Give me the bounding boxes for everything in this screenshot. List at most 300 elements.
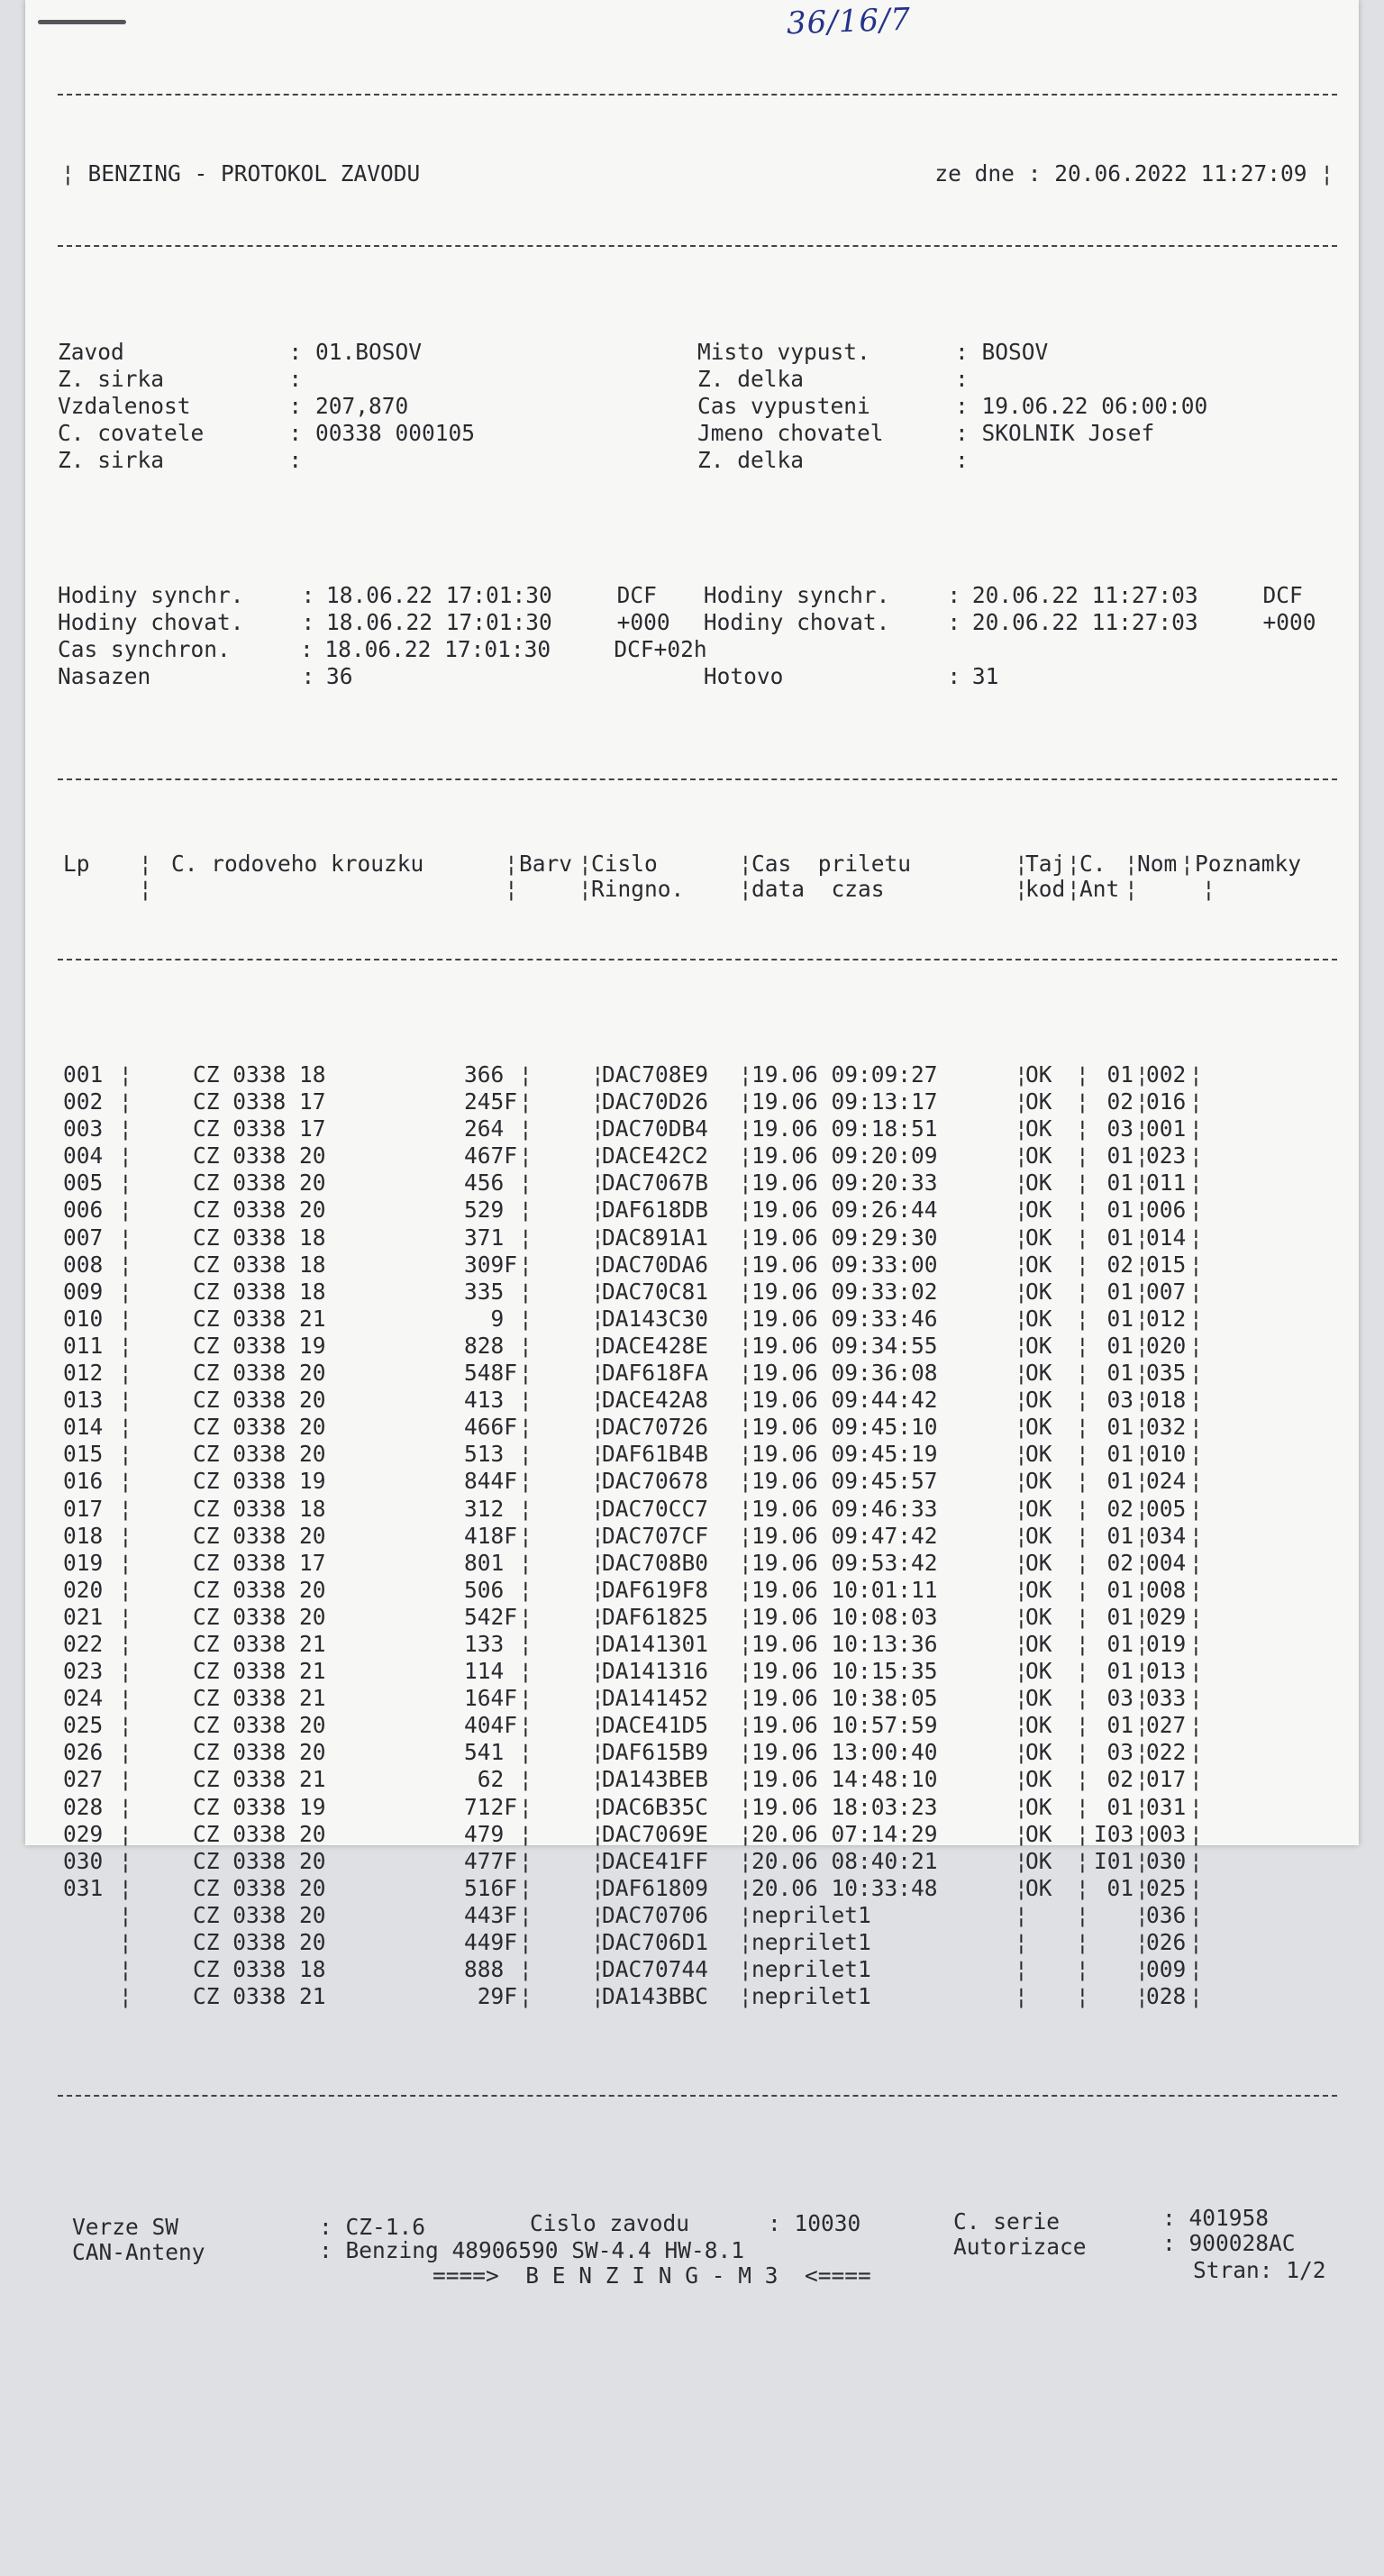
footer-verze-value: : CZ-1.6 — [319, 2214, 426, 2241]
sync-value: 18.06.22 17:01:30 — [325, 609, 552, 635]
separator: ¦ — [1015, 1115, 1028, 1142]
separator: ¦ — [1076, 1142, 1089, 1170]
cell-lp: 010 — [63, 1305, 104, 1332]
cell-taj-kod: OK — [1025, 1332, 1052, 1359]
separator: ¦ — [119, 1387, 132, 1414]
cell-ring: CZ 0338 21 — [193, 1766, 326, 1793]
colon: : — [300, 636, 314, 662]
table-row — [58, 1088, 1337, 1115]
cell-ringno: DAF618DB — [602, 1197, 709, 1224]
table-row — [58, 1550, 1337, 1577]
separator: ¦ — [519, 1630, 533, 1657]
sync-label: Hodiny chovat. — [703, 609, 890, 635]
separator: ¦ — [1189, 1197, 1203, 1224]
info-row — [58, 339, 1337, 366]
cell-antenna: 01 — [1106, 1360, 1134, 1387]
separator: ¦ — [519, 1332, 533, 1359]
cell-arrival: 19.06 10:15:35 — [751, 1658, 938, 1685]
separator: ¦ — [1015, 1658, 1028, 1685]
cell-antenna: 02 — [1106, 1766, 1134, 1793]
separator: ¦ — [1076, 1495, 1089, 1522]
separator: ¦ — [1076, 1278, 1089, 1305]
cell-ring: CZ 0338 18 — [193, 1278, 326, 1305]
separator: ¦ — [519, 1603, 533, 1630]
separator: ¦ — [739, 1576, 752, 1603]
colon: : — [288, 339, 303, 365]
sync-label: Cas synchron. — [58, 636, 244, 662]
table-row — [58, 1414, 1337, 1441]
footer-serie-value: : 401958 — [1162, 2205, 1270, 2232]
cell-nom: 032 — [1146, 1414, 1187, 1441]
table-header: Lp ¦ ¦ C. rodoveho krouzku ¦ ¦ Barv ¦ ¦ Cislo Ringno. ¦ ¦ Cas priletu data czas ¦ ¦ Taj kod ¦ ¦ C. Ant ¦ ¦ Nom ¦ ¦ Poznamky — [63, 851, 1302, 902]
cell-taj-kod: OK — [1025, 1658, 1052, 1685]
separator: ¦ — [739, 1387, 752, 1414]
cell-arrival: neprilet1 — [751, 1929, 871, 1955]
separator: ¦ — [1015, 1793, 1028, 1820]
cell-ring-number: 844F — [463, 1468, 517, 1495]
separator: ¦ — [119, 1142, 132, 1170]
separator: ¦ — [1135, 1793, 1149, 1820]
cell-ring-number: 513 — [463, 1441, 517, 1468]
info-value: 207,870 — [314, 393, 409, 419]
separator: ¦ — [1189, 1658, 1203, 1685]
separator: ¦ — [1015, 1170, 1028, 1197]
separator: ¦ — [119, 1468, 132, 1495]
separator: ¦ — [739, 1983, 752, 2010]
separator: ¦ — [119, 1414, 132, 1441]
separator: ¦ — [1076, 1901, 1089, 1928]
separator: ¦ — [591, 1170, 605, 1197]
separator: ¦ — [739, 1142, 752, 1170]
sync-value: 31 — [971, 663, 999, 689]
colon: : — [301, 609, 315, 635]
separator: ¦ — [739, 1766, 752, 1793]
cell-nom: 011 — [1146, 1170, 1187, 1197]
separator: ¦ — [739, 1685, 752, 1712]
cell-taj-kod: OK — [1025, 1874, 1052, 1901]
cell-ring: CZ 0338 20 — [193, 1441, 326, 1468]
separator: ¦ — [1135, 1115, 1149, 1142]
separator: ¦ — [1135, 1956, 1149, 1983]
cell-ring-number: 449F — [463, 1929, 517, 1955]
separator: ¦ — [1189, 1739, 1203, 1766]
cell-taj-kod: OK — [1025, 1224, 1052, 1251]
separator: ¦ — [1189, 1847, 1203, 1874]
separator: ¦ — [519, 1847, 533, 1874]
cell-antenna: 01 — [1106, 1441, 1134, 1468]
separator: ¦ — [739, 1251, 752, 1278]
printout-paper — [25, 0, 1359, 2289]
separator: ¦ — [519, 1766, 533, 1793]
cell-lp: 001 — [63, 1061, 104, 1088]
separator: ¦ — [519, 1468, 533, 1495]
cell-lp: 017 — [63, 1495, 104, 1522]
cell-antenna: 01 — [1106, 1576, 1134, 1603]
separator: ¦ — [591, 1901, 605, 1928]
cell-ringno: DACE42A8 — [602, 1387, 709, 1414]
separator: ¦ — [1189, 1630, 1203, 1657]
separator: ¦ — [739, 1929, 752, 1955]
separator: ¦ — [1189, 1576, 1203, 1603]
separator: ¦ — [519, 1874, 533, 1901]
cell-ring-number: 466F — [463, 1414, 517, 1441]
colon: : — [947, 663, 961, 689]
info-value — [982, 447, 1337, 474]
separator: ¦ — [1076, 1305, 1089, 1332]
cell-arrival: 19.06 09:34:55 — [751, 1332, 938, 1359]
cell-taj-kod: OK — [1025, 1712, 1052, 1739]
colon — [950, 636, 974, 663]
info-label: Z. delka — [697, 366, 805, 392]
cell-arrival: 19.06 10:38:05 — [751, 1685, 938, 1712]
footer-autor-value: : 900028AC — [1162, 2230, 1296, 2257]
cell-lp: 002 — [63, 1088, 104, 1115]
separator: ¦ — [1135, 1495, 1149, 1522]
separator: ¦ — [1135, 1929, 1149, 1955]
separator: ¦ — [119, 1278, 132, 1305]
cell-nom: 013 — [1146, 1658, 1187, 1685]
separator: ¦ — [591, 1278, 605, 1305]
separator: ¦ — [519, 1088, 533, 1115]
separator: ¦ — [739, 1603, 752, 1630]
table-row — [58, 1685, 1337, 1712]
sync-row — [58, 582, 1337, 609]
cell-ringno: DAC708B0 — [602, 1549, 709, 1576]
divider — [58, 2095, 1337, 2097]
cell-lp: 026 — [63, 1739, 104, 1766]
cell-taj-kod: OK — [1025, 1115, 1052, 1142]
cell-taj-kod: OK — [1025, 1766, 1052, 1793]
cell-lp: 006 — [63, 1197, 104, 1224]
separator: ¦ — [1189, 1061, 1203, 1088]
separator: ¦ — [1135, 1251, 1149, 1278]
cell-ringno: DAF615B9 — [602, 1739, 709, 1766]
cell-arrival: 19.06 09:20:09 — [751, 1142, 938, 1170]
separator: ¦ — [1135, 1766, 1149, 1793]
footer-autor-label: Autorizace — [953, 2234, 1087, 2261]
info-value: 00338 000105 — [314, 420, 475, 446]
separator: ¦ — [519, 1983, 533, 2010]
colon: : — [954, 339, 969, 365]
sync-label: Hotovo — [703, 663, 784, 689]
table-row — [58, 1604, 1337, 1631]
separator: ¦ — [591, 1658, 605, 1685]
info-value: 01.BOSOV — [314, 339, 422, 365]
cell-ring: CZ 0338 20 — [193, 1929, 326, 1955]
cell-ring: CZ 0338 21 — [193, 1983, 326, 2010]
cell-taj-kod: OK — [1025, 1603, 1052, 1630]
separator: ¦ — [739, 1115, 752, 1142]
separator: ¦ — [1015, 1685, 1028, 1712]
cell-lp: 016 — [63, 1468, 104, 1495]
separator: ¦ — [519, 1360, 533, 1387]
separator: ¦ — [591, 1495, 605, 1522]
cell-ring-number: 443F — [463, 1901, 517, 1928]
separator: ¦ — [1135, 1522, 1149, 1549]
separator: ¦ — [1189, 1712, 1203, 1739]
cell-lp: 027 — [63, 1766, 104, 1793]
divider — [58, 959, 1337, 960]
cell-taj-kod: OK — [1025, 1387, 1052, 1414]
separator: ¦ — [519, 1901, 533, 1928]
sync-suffix: DCF — [616, 582, 657, 608]
table-row — [58, 1766, 1337, 1793]
table-row — [58, 1658, 1337, 1685]
separator: ¦ — [519, 1820, 533, 1847]
cell-arrival: 19.06 09:26:44 — [751, 1197, 938, 1224]
cell-ring: CZ 0338 20 — [193, 1712, 326, 1739]
info-label: Z. delka — [697, 447, 805, 473]
cell-ring-number: 479 — [463, 1820, 517, 1847]
separator: ¦ — [591, 1847, 605, 1874]
separator: ¦ — [119, 1712, 132, 1739]
separator: ¦ — [519, 1658, 533, 1685]
sync-value: 36 — [325, 663, 353, 689]
cell-antenna: 01 — [1106, 1793, 1134, 1820]
separator: ¦ — [1135, 1197, 1149, 1224]
cell-antenna: 01 — [1106, 1197, 1134, 1224]
separator: ¦ — [119, 1820, 132, 1847]
cell-arrival: 19.06 13:00:40 — [751, 1739, 938, 1766]
cell-ring-number: 245F — [463, 1088, 517, 1115]
separator: ¦ — [739, 1278, 752, 1305]
separator: ¦ — [119, 1332, 132, 1359]
info-value — [315, 366, 697, 393]
cell-taj-kod: OK — [1025, 1739, 1052, 1766]
separator: ¦ — [591, 1088, 605, 1115]
separator: ¦ — [1076, 1874, 1089, 1901]
separator: ¦ — [1189, 1766, 1203, 1793]
cell-nom: 025 — [1146, 1874, 1187, 1901]
cell-ring: CZ 0338 20 — [193, 1142, 326, 1170]
cell-arrival: 20.06 08:40:21 — [751, 1847, 938, 1874]
separator: ¦ — [591, 1685, 605, 1712]
sync-label: Hodiny chovat. — [58, 609, 244, 635]
separator: ¦ — [1015, 1414, 1028, 1441]
separator: ¦ — [1015, 1305, 1028, 1332]
col-kod: kod — [1025, 876, 1066, 902]
info-row — [58, 393, 1337, 420]
sync-suffix — [1263, 663, 1338, 690]
separator: ¦ — [1015, 1576, 1028, 1603]
table-row — [58, 1983, 1337, 2010]
cell-arrival: 19.06 09:18:51 — [751, 1115, 938, 1142]
cell-ring: CZ 0338 20 — [193, 1901, 326, 1928]
cell-ringno: DA141452 — [602, 1685, 709, 1712]
separator: ¦ — [739, 1332, 752, 1359]
cell-nom: 030 — [1146, 1847, 1187, 1874]
info-label: Vzdalenost — [58, 393, 191, 419]
cell-ringno: DAC707CF — [602, 1522, 709, 1549]
info-row — [58, 366, 1337, 393]
cell-nom: 022 — [1146, 1739, 1187, 1766]
cell-arrival: 19.06 09:29:30 — [751, 1224, 938, 1251]
cell-taj-kod: OK — [1025, 1197, 1052, 1224]
cell-nom: 002 — [1146, 1061, 1187, 1088]
cell-antenna: 01 — [1106, 1142, 1134, 1170]
separator: ¦ — [1135, 1088, 1149, 1115]
col-ant: Ant — [1079, 876, 1120, 902]
cell-lp: 003 — [63, 1115, 104, 1142]
separator: ¦ — [1015, 1983, 1028, 2010]
cell-lp: 020 — [63, 1576, 104, 1603]
separator: ¦ — [1189, 1305, 1203, 1332]
cell-ring-number: 114 — [463, 1658, 517, 1685]
separator: ¦ — [1135, 1658, 1149, 1685]
separator: ¦ — [1076, 1468, 1089, 1495]
cell-arrival: 19.06 09:33:00 — [751, 1251, 938, 1278]
cell-lp: 021 — [63, 1603, 104, 1630]
cell-antenna: 03 — [1106, 1115, 1134, 1142]
cell-arrival: 19.06 09:33:02 — [751, 1278, 938, 1305]
cell-taj-kod: OK — [1025, 1685, 1052, 1712]
separator: ¦ — [1076, 1441, 1089, 1468]
separator: ¦ — [1076, 1224, 1089, 1251]
table-row — [58, 1848, 1337, 1875]
cell-nom: 035 — [1146, 1360, 1187, 1387]
cell-lp: 012 — [63, 1360, 104, 1387]
separator: ¦ — [119, 1170, 132, 1197]
cell-nom: 023 — [1146, 1142, 1187, 1170]
separator: ¦ — [591, 1576, 605, 1603]
cell-lp: 009 — [63, 1278, 104, 1305]
separator: ¦ — [1015, 1360, 1028, 1387]
table-row — [58, 1360, 1337, 1387]
separator: ¦ — [119, 1197, 132, 1224]
cell-taj-kod: OK — [1025, 1630, 1052, 1657]
cell-arrival: 20.06 10:33:48 — [751, 1874, 938, 1901]
divider — [58, 245, 1337, 247]
cell-ringno: DAC70DA6 — [602, 1251, 709, 1278]
cell-nom: 028 — [1146, 1983, 1187, 2010]
cell-arrival: 20.06 07:14:29 — [751, 1820, 938, 1847]
cell-nom: 017 — [1146, 1766, 1187, 1793]
separator: ¦ — [119, 1766, 132, 1793]
sync-value: 20.06.22 11:27:03 — [971, 609, 1198, 635]
separator: ¦ — [739, 1712, 752, 1739]
separator: ¦ — [1135, 1468, 1149, 1495]
separator: ¦ — [519, 1170, 533, 1197]
separator: ¦ — [519, 1414, 533, 1441]
cell-ring: CZ 0338 18 — [193, 1224, 326, 1251]
separator: ¦ — [1015, 1197, 1028, 1224]
cell-arrival: 19.06 18:03:23 — [751, 1793, 938, 1820]
separator: ¦ — [1015, 1929, 1028, 1955]
table-row — [58, 1441, 1337, 1468]
cell-ring-number: 506 — [463, 1576, 517, 1603]
separator: ¦ — [1076, 1061, 1089, 1088]
cell-ring: CZ 0338 20 — [193, 1522, 326, 1549]
table-row — [58, 1821, 1337, 1848]
separator: ¦ — [1015, 1278, 1028, 1305]
colon: : — [947, 609, 961, 635]
separator: ¦ — [519, 1441, 533, 1468]
separator: ¦ — [591, 1522, 605, 1549]
cell-ring: CZ 0338 18 — [193, 1061, 326, 1088]
table-row — [58, 1170, 1337, 1197]
separator: ¦ — [1189, 1901, 1203, 1928]
cell-lp: 018 — [63, 1522, 104, 1549]
cell-nom: 010 — [1146, 1441, 1187, 1468]
cell-lp: 029 — [63, 1820, 104, 1847]
separator: ¦ — [1189, 1387, 1203, 1414]
separator: ¦ — [119, 1441, 132, 1468]
report-content — [58, 40, 1337, 2351]
cell-ring-number: 456 — [463, 1170, 517, 1197]
report-date: ze dne : 20.06.2022 11:27:09 ¦ — [934, 160, 1334, 187]
colon: : — [954, 447, 969, 473]
cell-ring-number: 404F — [463, 1712, 517, 1739]
cell-lp: 022 — [63, 1630, 104, 1657]
separator: ¦ — [1135, 1278, 1149, 1305]
divider — [58, 778, 1337, 780]
cell-taj-kod: OK — [1025, 1142, 1052, 1170]
separator: ¦ — [1189, 1874, 1203, 1901]
cell-ringno: DAC70CC7 — [602, 1495, 709, 1522]
separator: ¦ — [1076, 1793, 1089, 1820]
cell-nom: 020 — [1146, 1332, 1187, 1359]
cell-ring-number: 312 — [463, 1495, 517, 1522]
cell-ring-number: 541 — [463, 1739, 517, 1766]
cell-antenna: 01 — [1106, 1305, 1134, 1332]
cell-taj-kod: OK — [1025, 1251, 1052, 1278]
separator: ¦ — [1189, 1929, 1203, 1955]
separator: ¦ — [1189, 1685, 1203, 1712]
table-row — [58, 1496, 1337, 1523]
cell-ring-number: 516F — [463, 1874, 517, 1901]
cell-nom: 034 — [1146, 1522, 1187, 1549]
table-row — [58, 1929, 1337, 1956]
footer-cislo-label: Cislo zavodu — [530, 2210, 690, 2237]
separator: ¦ — [1015, 1251, 1028, 1278]
separator: ¦ — [1076, 1522, 1089, 1549]
footer-can-value: : Benzing 48906590 SW-4.4 HW-8.1 — [319, 2237, 745, 2264]
separator: ¦ — [119, 1685, 132, 1712]
cell-ring: CZ 0338 19 — [193, 1793, 326, 1820]
separator: ¦ — [739, 1956, 752, 1983]
cell-arrival: neprilet1 — [751, 1901, 871, 1928]
cell-nom: 003 — [1146, 1820, 1187, 1847]
separator: ¦ — [119, 1224, 132, 1251]
separator: ¦ — [1076, 1956, 1089, 1983]
colon: : — [288, 420, 303, 446]
separator: ¦ — [1189, 1142, 1203, 1170]
cell-antenna: 01 — [1106, 1061, 1134, 1088]
separator: ¦ — [1015, 1495, 1028, 1522]
cell-ringno: DACE428E — [602, 1332, 709, 1359]
cell-nom: 031 — [1146, 1793, 1187, 1820]
separator: ¦ — [1135, 1387, 1149, 1414]
cell-ringno: DAC70DB4 — [602, 1115, 709, 1142]
cell-nom: 015 — [1146, 1251, 1187, 1278]
col-ring: C. rodoveho krouzku — [171, 851, 424, 877]
separator: ¦ — [739, 1468, 752, 1495]
colon: : — [288, 366, 303, 392]
cell-nom: 012 — [1146, 1305, 1187, 1332]
separator: ¦ — [739, 1793, 752, 1820]
separator: ¦ — [1076, 1712, 1089, 1739]
cell-ringno: DA141316 — [602, 1658, 709, 1685]
info-label: Z. sirka — [58, 366, 165, 392]
table-row — [58, 1387, 1337, 1414]
info-value: 19.06.22 06:00:00 — [981, 393, 1208, 419]
separator: ¦ — [1189, 1278, 1203, 1305]
col-cislo: Cislo — [591, 851, 658, 877]
table-row — [58, 1252, 1337, 1279]
report-footer — [58, 2198, 1337, 2297]
sync-label: Hodiny synchr. — [703, 582, 890, 608]
cell-ringno: DAC7067B — [602, 1170, 709, 1197]
